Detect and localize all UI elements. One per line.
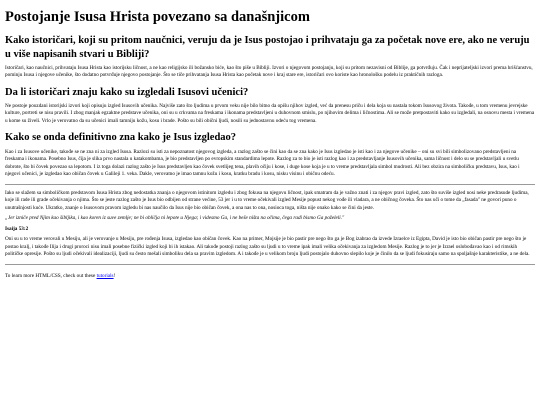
section-text-historians: Istoričari, kao naučnici, prihvataju Isusa Hrista kao istorijsku ličnost, a ne kao religijsko ili božansko biće, kao što piše u Bibliji. Izvori o njegovom postojanju, koji su pritom nezavisni od Biblije, ga potvrđuju. Čak i neprijateljski izvori prema hrišćanstvu, pominju Isusa i njegove učenike, što dodatno potvrđuje njegovo postojanje. Što se tiče prihvatanja Isusa Hrista kao početak nove i kraj stare ere, istoričari ovo koriste kao hronološku podelu iz praktičnih razloga.: [5, 64, 533, 79]
section-heading-disciples: Da li istoričari znaju kako su izgledali Isusovi učenici?: [5, 86, 249, 98]
section-historians: [5, 34, 535, 79]
footer-prefix: To learn more HTML/CSS, check out these: [5, 272, 97, 279]
opinion-text-continued: Oni su u to vreme verovali u Mesiju, ali je verovanje u Mesiju, pre rođenja Isusa, izgledao kao običan čovek. Kao na primer, Mojsije je bio pastir pre nego što ga je Bog izabrao da izvede Izraelce iz Egipta, David je isto bio običan pastir pre nego što je postao kralj, i takođe Ilija i drugi proroci nisu imali posebne fizički izgled koji bi ih istakao. Ali takođe postoji razlog zašto su ljudi u to vreme ipak imali velika očekivanja za izgledom Mesije. Razlog je to jer je Izrael oslobođavao kao i od rimskih političke opresije. Pošto su ljudi očekivali idealizaciji, ljudi su često mešali simboliku dela sa pravim izgledom. A i takođe je u velikom broju ljudi postojalo duhovno slepilo koje je činilo da se ljudi fokusiraju samo na spoljašnje karakteristike, a ne dela.: [5, 236, 530, 258]
bible-quote-reference: Isaija 53:2: [5, 225, 29, 232]
section-text-disciples: Ne postoje pouzdani istorijski izvori koji opisuju izgled Isusovih učenika. Najviše zato što ljudima u prvom veku nije bilo bitno da opišu njihov izgled, već da prenesu priču i dela koja su nastala tokom Isusovog života. Takođe, u tom vremenu jevrejske kulture, portreti se nisu pravili. I zbog manjak egzaktne predstave učenika, oni su u crkvama na freskama i ikonama predstavljeni u duhovnom smislu, po njihovim delima i ličnostima. Ali se može pretpostaviti kako su izgledali, na osnovu mesta i vremena u kome su živeli. Vrlo je verovatno da su učenici imali tamniju kožu, kosu i brade. Pošto su bili obični ljudi, nosili su jednostavnu odeću tog vremena.: [5, 102, 535, 124]
opinion-text: Iako se slažem sa simboličkom predstavom Isusa Hrista zbog nedostatka znanja o njegovom istinitom izgledu i zbog fokusa na njegovu ličnost, ipak smatram da je važno znati i za njegov pravi izgled, zato što suviše izgled nosi neke predrasude ljudima, koje ili rade ili grade očekivanja o njima. Što se jeste razlog zašto je Isus bio odbijen od strane većine, 53 jer i u to vreme očekivali izgled Mesije popust nekog vođe ili vladara, a ne običnog čoveka. Što nas uči o tome da „fasada" ne govori puno o unutrašnjosti kuće. Ukratko, znanje o Isusovom pravom izgledu bi nas naučilo da Isus nije bio običan čovek, a ona nas to ona, nosioca toga, ništa nije onako kako se čini da jeste.: [5, 189, 529, 211]
section-heading-appearance: Kako se onda definitivno zna kako je Isus izgledao?: [5, 132, 237, 144]
footer: [5, 273, 535, 281]
section-appearance: [5, 131, 535, 178]
divider-top: [5, 184, 535, 185]
tutorials-link[interactable]: tutorials: [96, 272, 114, 279]
section-text-appearance: Kao i za Isusove učenike, takođe se ne zna ni za izgled Isusa. Razlozi su isti za nepoznatost njegovog izgleda, a razlog zašto se čini kao da se zna kako je Isus izgledao je isti kao i za njegove učenike – oni su svi bili simbolizovano predstavljeni na freskama i ikonama. Posebno Isus, čija je slika prvo nastala u katakombama, je bio predstavljen po evropskim standardima lepote. Razlog za to bio je isti razlog kao i za predstavljanje Isusovih učenika, sama ličnost i delo su se predstavljali u svetlu dobrote, što bi čovek povezao sa lepotom. I iz toga dolazi razlog zašto je Isus predstavljen kao čovek svetlijeg tena, plavih očiju i kose, i duge kose koja je u to vreme predstavljala simbol mudrosti. Ali bez obzira na simboličku predstavu, Isus, kao i njegovi učenici, je izgledao kao običan čovek u Galileji 1. veka. Dakle, verovatno je imao tamnu kožu i kosu, kratku bradu i kosu, nisku visinu i običnu odeću.: [5, 148, 520, 178]
section-disciples: [5, 86, 535, 126]
divider-bottom: [5, 264, 535, 265]
opinion-box: [5, 190, 535, 259]
bible-quote: „Jer izniče pred Njim kao šibljika, i kao koren iz suve zemlje; ne bi obličja ni lepote u Njega; i videsmo Ga, i ne beše ništa na očima, čega radi bismo Ga poželeli.": [5, 215, 345, 222]
footer-suffix: !: [113, 272, 116, 279]
page-title: Postojanje Isusa Hrista povezano sa današnjicom: [5, 9, 310, 25]
section-heading-historians: Kako istoričari, koji su pritom naučnici, veruju da je Isus postojao i prihvataju ga za početak nove ere, ako ne veruju u više napisanih stvari u Bibliji?: [5, 35, 530, 60]
